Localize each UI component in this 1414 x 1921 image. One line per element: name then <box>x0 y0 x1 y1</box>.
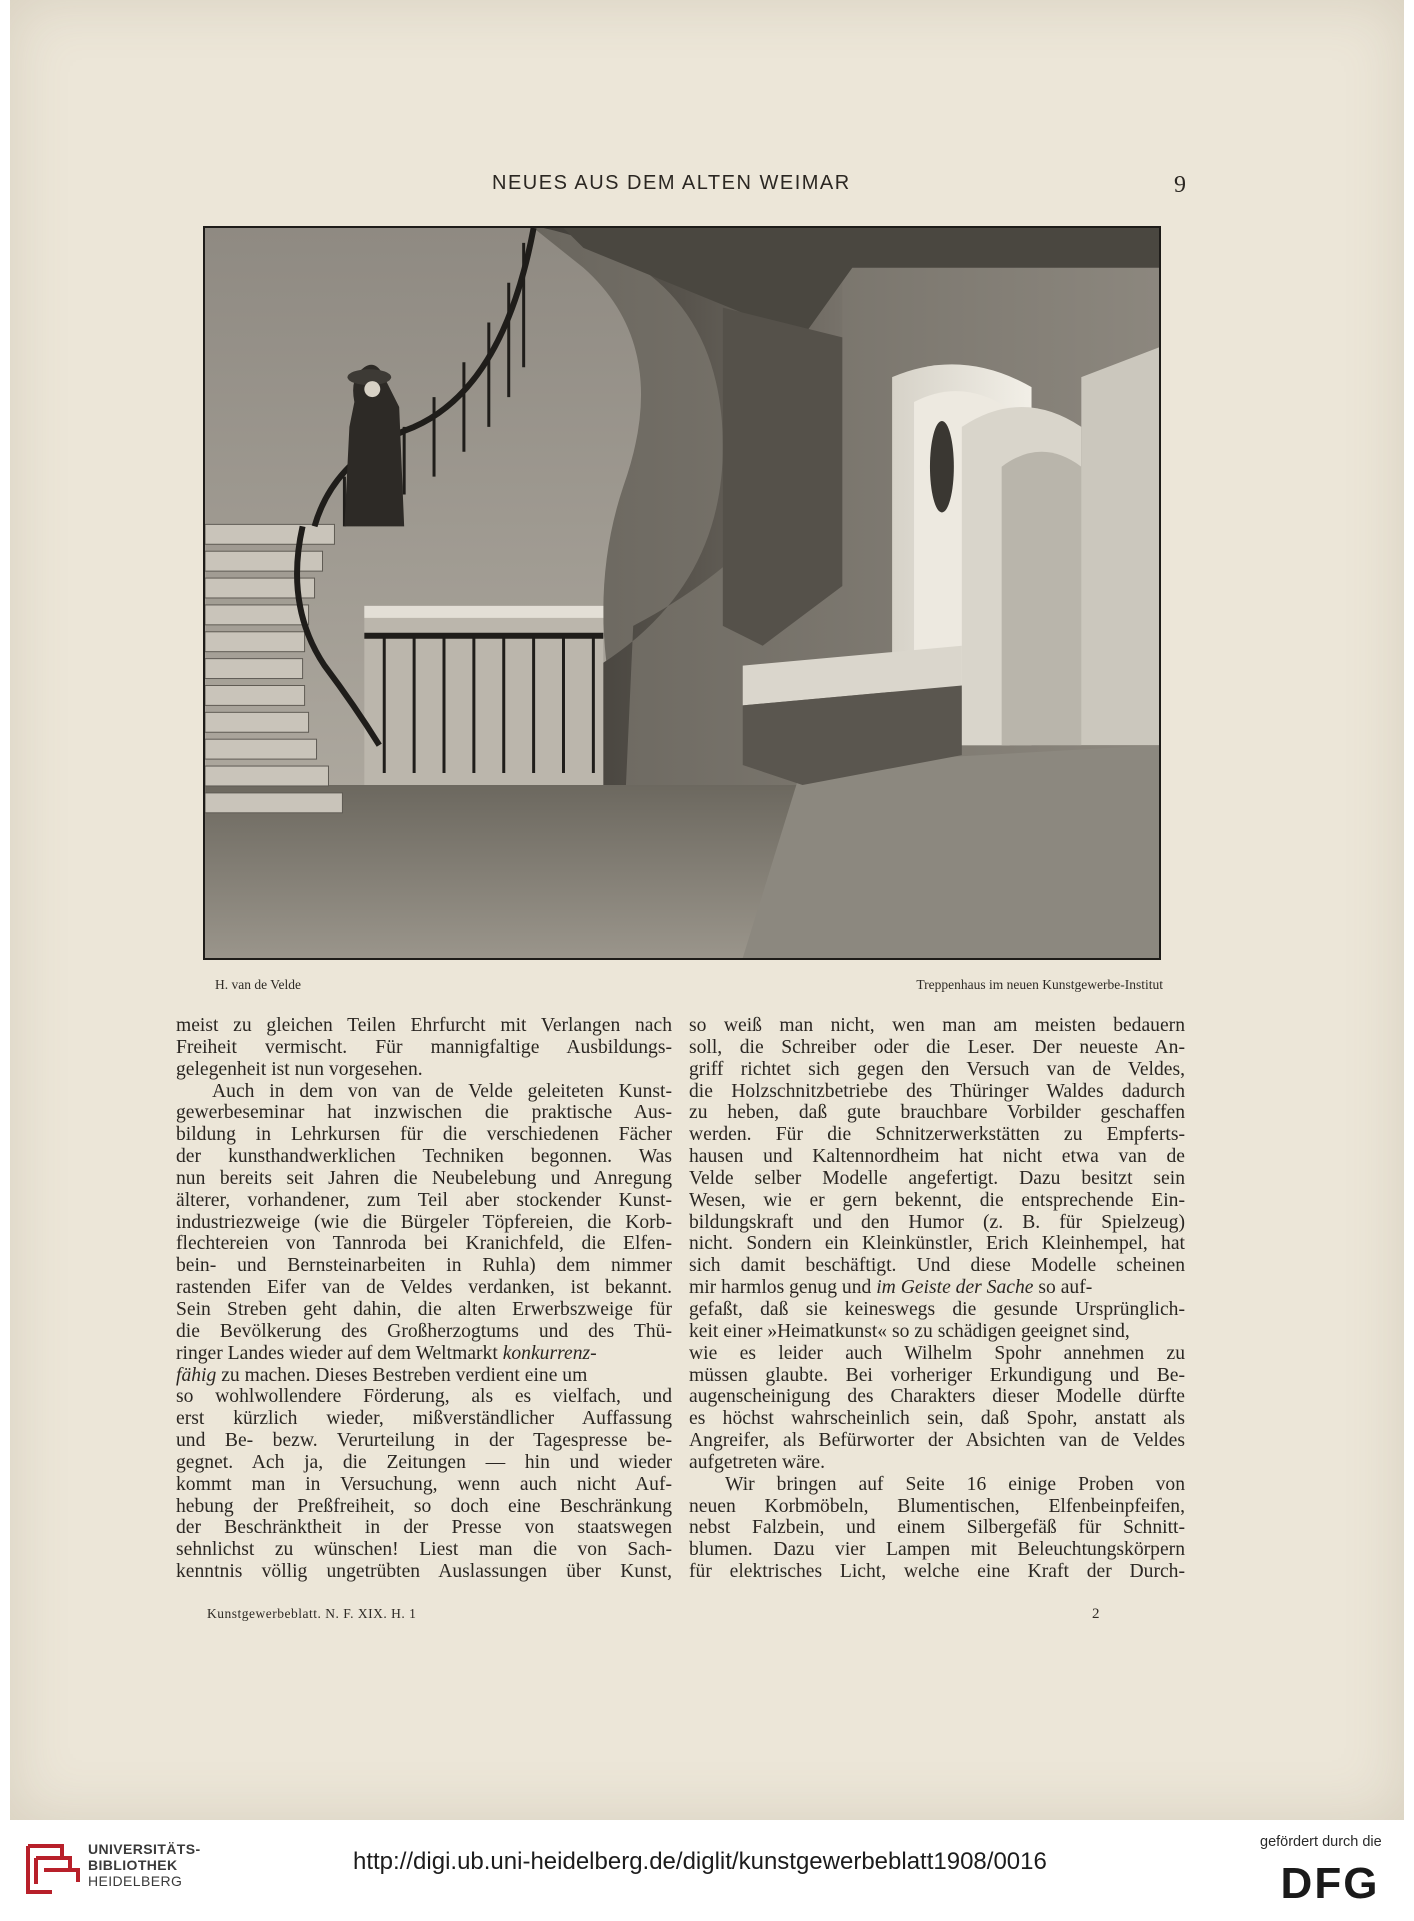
text-line: nun bereits seit Jahren die Neubelebung und Anregung <box>176 1167 672 1189</box>
text-line <box>176 1365 672 1387</box>
sheet-signature: Kunstgewerbeblatt. N. F. XIX. H. 1 <box>207 1606 417 1621</box>
text-line: neuen Korbmöbeln, Blumentischen, Elfenbeinpfeifen, <box>689 1495 1185 1517</box>
text-line: müssen glaubte. Bei vorheriger Erkundigung und Be- <box>689 1364 1185 1386</box>
text-line: bildungskraft und den Humor (z. B. für Spielzeug) <box>689 1211 1185 1233</box>
text-line: für elektrisches Licht, welche eine Kraft der Durch- <box>689 1561 1185 1583</box>
text-line: älterer, vorhandener, zum Teil aber stockender Kunst- <box>176 1189 672 1211</box>
text-line: sehnlichst zu wünschen! Liest man die von Sach- <box>176 1539 672 1561</box>
text-line: so weiß man nicht, wen man am meisten bedauern <box>689 1015 1185 1036</box>
staircase-illustration <box>205 228 1159 958</box>
text-line: Sein Streben geht dahin, die alten Erwerbszweige für <box>176 1298 672 1320</box>
text-line: griff richtet sich gegen den Versuch van de Veldes, <box>689 1058 1185 1080</box>
italic-emphasis: fähig <box>176 1364 217 1386</box>
text-line: gelegenheit ist nun vorgesehen. <box>176 1058 423 1080</box>
dfg-logo-text: DFG <box>1280 1860 1380 1902</box>
text-run: zu machen. Dieses Bestreben verdient eine um <box>221 1364 588 1386</box>
text-line: Auch in dem von van de Velde geleiteten Kunst- <box>212 1080 672 1102</box>
text-line: sich damit beschäftigt. Und diese Modelle scheinen <box>689 1255 1185 1277</box>
sponsor-label: gefördert durch die <box>1260 1834 1382 1850</box>
text-line: gewerbeseminar hat inzwischen die praktische Aus- <box>176 1102 672 1124</box>
text-line: es höchst wahrscheinlich sein, daß Spohr, anstatt als <box>689 1408 1185 1430</box>
text-line: Angreifer, als Befürworter der Absichten van de Veldes <box>689 1430 1185 1452</box>
text-line: so wohlwollendere Förderung, als es vielfach, und <box>176 1386 672 1408</box>
text-line: der kunsthandwerklichen Techniken begonnen. Was <box>176 1146 672 1168</box>
running-head: NEUES AUS DEM ALTEN WEIMAR <box>492 172 851 194</box>
text-line: Velde selber Modelle angefertigt. Dazu besitzt sein <box>689 1167 1185 1189</box>
text-run: ringer Landes wieder auf dem Weltmarkt <box>176 1342 498 1364</box>
italic-emphasis: konkurrenz- <box>502 1342 597 1364</box>
text-line: blumen. Dazu vier Lampen mit Beleuchtungskörpern <box>689 1539 1185 1561</box>
text-line: zu heben, daß gute brauchbare Vorbilder geschaffen <box>689 1102 1185 1124</box>
text-line: die Holzschnitzbetriebe des Thüringer Waldes dadurch <box>689 1080 1185 1102</box>
text-line <box>689 1277 1185 1299</box>
text-line: nicht. Sondern ein Kleinkünstler, Erich Kleinhempel, hat <box>689 1233 1185 1255</box>
sheet-number: 2 <box>1092 1606 1100 1622</box>
text-line: flechtereien von Tannroda bei Kranichfeld, die Elfen- <box>176 1233 672 1255</box>
scanned-page <box>10 0 1404 1820</box>
staircase-photograph <box>203 226 1161 960</box>
text-line: und Be- bezw. Verurteilung in der Tagespresse be- <box>176 1430 672 1452</box>
text-line: hebung der Preßfreiheit, so doch eine Beschränkung <box>176 1495 672 1517</box>
text-column-right <box>689 1015 1185 1583</box>
text-line: soll, die Schreiber oder die Leser. Der neueste An- <box>689 1036 1185 1058</box>
text-line: werden. Für die Schnitzerwerkstätten zu Empferts- <box>689 1124 1185 1146</box>
text-line: der Beschränktheit in der Presse von staatswegen <box>176 1517 672 1539</box>
text-line: bein- und Bernsteinarbeiten in Ruhla) dem nimmer <box>176 1255 672 1277</box>
library-name-line: UNIVERSITÄTS- <box>88 1841 201 1857</box>
text-line: hausen und Kaltennordheim hat nicht etwa van de <box>689 1146 1185 1168</box>
text-line: rastenden Eifer van de Veldes verdanken, ist bekannt. <box>176 1277 672 1299</box>
text-line: industriezweige (wie die Bürgeler Töpfereien, die Korb- <box>176 1211 672 1233</box>
text-line: augenscheinigung des Charakters dieser Modelle dürfte <box>689 1386 1185 1408</box>
text-line: gefaßt, daß sie keineswegs die gesunde Ursprünglich- <box>689 1298 1185 1320</box>
text-run: »Heimatkunst« so zu schädigen geeignet sind, <box>767 1320 1130 1342</box>
text-line: kommt man in Versuchung, wenn auch nicht Auf- <box>176 1473 672 1495</box>
text-line: nebst Falzbein, und einem Silbergefäß für Schnitt- <box>689 1517 1185 1539</box>
university-library-logo-icon <box>22 1838 82 1900</box>
text-line <box>176 1343 672 1365</box>
text-line: erst kürzlich wieder, mißverständlicher Auffassung <box>176 1408 672 1430</box>
library-name <box>88 1841 201 1889</box>
italic-emphasis: im Geiste der Sache <box>876 1277 1034 1299</box>
text-line: wie es leider auch Wilhelm Spohr annehmen zu <box>689 1342 1185 1364</box>
permalink-url[interactable]: http://digi.ub.uni-heidelberg.de/diglit/kunstgewerbeblatt1908/0016 <box>353 1848 1047 1875</box>
text-line: Wesen, wie er gern bekennt, die entsprechende Ein- <box>689 1189 1185 1211</box>
library-name-line: BIBLIOTHEK <box>88 1857 178 1873</box>
figure-caption-title: Treppenhaus im neuen Kunstgewerbe-Institut <box>916 977 1163 992</box>
figure-caption-artist: H. van de Velde <box>215 977 301 992</box>
text-column-left <box>176 1015 672 1583</box>
library-name-line: HEIDELBERG <box>88 1873 183 1889</box>
text-run: mir harmlos genug und <box>689 1277 872 1299</box>
text-line: meist zu gleichen Teilen Ehrfurcht mit Verlangen nach <box>176 1015 672 1036</box>
text-line: Wir bringen auf Seite 16 einige Proben von <box>725 1473 1185 1495</box>
text-line: gegnet. Ach ja, die Zeitungen — hin und wieder <box>176 1451 672 1473</box>
text-line: die Bevölkerung des Großherzogtums und des Thü- <box>176 1320 672 1342</box>
text-run: so auf- <box>1038 1277 1093 1299</box>
text-line <box>689 1321 1185 1343</box>
page-number: 9 <box>1174 172 1186 198</box>
text-line: bildung in Lehrkursen für die verschiedenen Fächer <box>176 1124 672 1146</box>
text-line: kenntnis völlig ungetrübten Auslassungen über Kunst, <box>176 1561 672 1583</box>
dfg-logo-icon <box>1268 1860 1392 1902</box>
text-line: aufgetreten wäre. <box>689 1451 825 1473</box>
text-line: Freiheit vermischt. Für mannigfaltige Ausbildungs- <box>176 1036 672 1058</box>
text-run: keit einer <box>689 1320 763 1342</box>
